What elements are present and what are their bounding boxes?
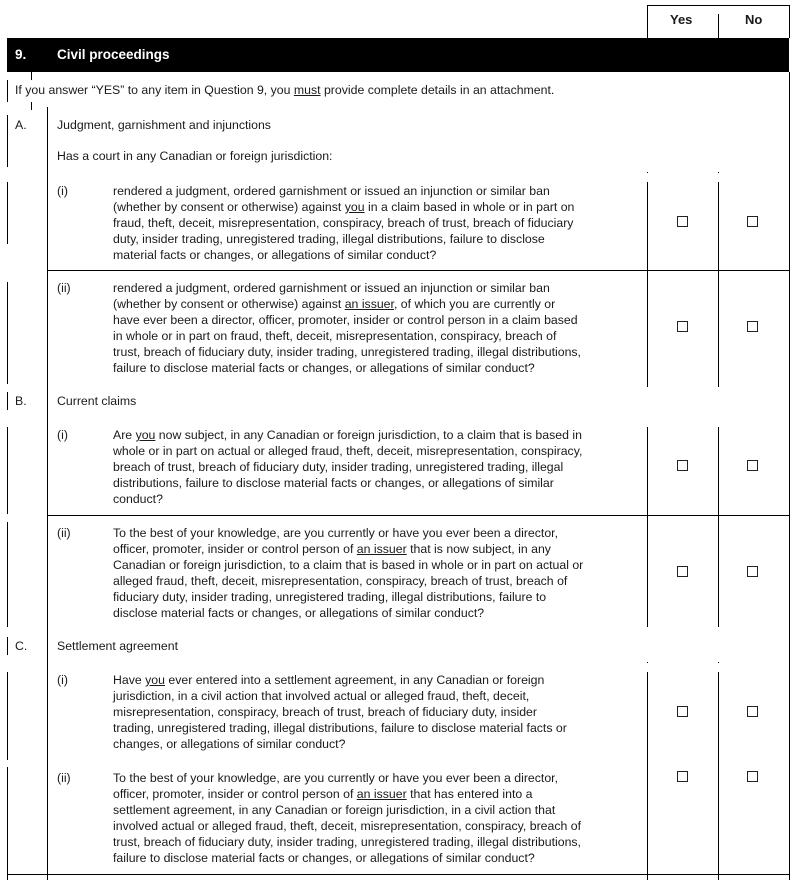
text-line: rendered a judgment, ordered garnishment or issued an injunction or similar ban (113, 281, 550, 295)
text-line: trust, breach of fiduciary duty, insider trading, unregistered trading, illegal distributions, (113, 345, 581, 359)
rule-tick (647, 662, 648, 663)
header-divider-right (789, 5, 790, 38)
yes-column-rule (647, 182, 648, 387)
item-c-ii-no-checkbox[interactable] (747, 771, 758, 782)
text-line: To the best of your knowledge, are you currently or have you ever been a director, (113, 771, 558, 785)
no-column-rule (718, 182, 719, 387)
text-line: failure to disclose material facts or changes, or allegations of similar conduct? (113, 851, 535, 865)
text-line: To the best of your knowledge, are you currently or have you ever been a director, (113, 526, 558, 540)
left-rule (7, 637, 8, 655)
item-separator (47, 515, 789, 516)
item-b-i-no-checkbox[interactable] (747, 460, 758, 471)
yes-column-rule (647, 672, 648, 880)
bottom-rule (7, 874, 789, 875)
text-line: Are you now subject, in any Canadian or foreign jurisdiction, to a claim that is based in (113, 428, 582, 442)
item-c-i-number: (i) (57, 673, 68, 687)
text-line: misrepresentation, conspiracy, breach of trust, breach of fiduciary duty, insider (113, 705, 537, 719)
item-a-i-no-checkbox[interactable] (747, 216, 758, 227)
no-column-rule (718, 672, 719, 880)
item-a-ii-no-checkbox[interactable] (747, 321, 758, 332)
item-c-i-text (113, 672, 567, 752)
part-a-lead: Has a court in any Canadian or foreign jurisdiction: (57, 149, 333, 163)
item-c-i-yes-checkbox[interactable] (677, 706, 688, 717)
text-line: changes, or allegations of similar conduct? (113, 737, 346, 751)
text-line: have ever been a director, officer, promoter, insider or control person in a claim based (113, 313, 578, 327)
header-top-rule (647, 5, 790, 6)
text-line: jurisdiction, in a civil action that involved actual or alleged fraud, theft, deceit, (113, 689, 530, 703)
yes-column-rule (647, 427, 648, 627)
text-line: duty, insider trading, unregistered trading, illegal distributions, failure to disclose (113, 232, 545, 246)
text-line: alleged fraud, theft, deceit, misrepresentation, conspiracy, breach of trust, breach of (113, 574, 568, 588)
letter-column-rule (47, 107, 48, 880)
left-rule (7, 427, 8, 514)
part-b-letter: B. (15, 394, 27, 408)
underlined-term: an issuer (356, 542, 407, 556)
underlined-term: you (145, 673, 165, 687)
underlined-term: an issuer (344, 297, 394, 311)
item-c-ii-number: (ii) (57, 771, 71, 785)
left-rule (7, 80, 8, 102)
text-line: trust, breach of fiduciary duty, insider trading, unregistered trading, illegal distributions, (113, 835, 581, 849)
text-line: fraud, theft, deceit, misrepresentation, conspiracy, breach of trust, breach of fiduciary (113, 216, 574, 230)
left-rule (7, 522, 8, 627)
instruction-emphasis: must (293, 83, 321, 97)
item-a-ii-text (113, 280, 581, 376)
text-line: failure to disclose material facts or changes, or allegations of similar conduct? (113, 361, 535, 375)
no-column-rule (718, 427, 719, 627)
text-line: breach of trust, breach of fiduciary duty, insider trading, unregistered trading, illegal (113, 460, 564, 474)
text-line: (whether by consent or otherwise) against an issuer, of which you are currently or (113, 297, 556, 311)
left-rule (7, 282, 8, 384)
header-divider-yes (647, 5, 648, 38)
instruction-post: provide complete details in an attachment. (320, 83, 555, 97)
inner-rule (31, 102, 32, 110)
instruction-pre: If you answer “YES” to any item in Question 9, you (15, 83, 294, 97)
rule-tick (647, 172, 648, 173)
rule-tick (718, 662, 719, 663)
text-line: material facts or changes, or allegations of similar conduct? (113, 248, 437, 262)
text-line: (whether by consent or otherwise) against you in a claim based in whole or in part on (113, 200, 575, 214)
text-line: involved actual or alleged fraud, theft, deceit, misrepresentation, conspiracy, breach of (113, 819, 581, 833)
text-line: officer, promoter, insider or control person of an issuer that is now subject, in any (113, 542, 551, 556)
item-a-ii-yes-checkbox[interactable] (677, 321, 688, 332)
text-line: trading, unregistered trading, illegal distributions, failure to disclose material facts or (113, 721, 567, 735)
text-line: whole or in part on actual or alleged fraud, theft, deceit, misrepresentation, conspiracy, (113, 444, 583, 458)
left-rule (7, 672, 8, 760)
no-column-label: No (745, 12, 763, 27)
item-a-ii-number: (ii) (57, 281, 71, 295)
item-b-i-text (113, 427, 582, 507)
left-rule (7, 392, 8, 410)
part-b-title: Current claims (57, 394, 137, 408)
underlined-term: an issuer (356, 787, 407, 801)
part-a-title: Judgment, garnishment and injunctions (57, 118, 271, 132)
item-c-ii-yes-checkbox[interactable] (677, 771, 688, 782)
rule-tick (718, 172, 719, 173)
text-line: distributions, failure to disclose material facts or changes, or allegations of similar (113, 476, 554, 490)
part-c-letter: C. (15, 639, 28, 653)
item-b-ii-no-checkbox[interactable] (747, 566, 758, 577)
instruction-text (15, 82, 554, 98)
item-separator (47, 270, 789, 271)
item-b-ii-text (113, 525, 583, 621)
section-title-bar (7, 38, 789, 72)
item-c-i-no-checkbox[interactable] (747, 706, 758, 717)
right-border (789, 72, 790, 880)
text-line: rendered a judgment, ordered garnishment or issued an injunction or similar ban (113, 184, 550, 198)
part-c-title: Settlement agreement (57, 639, 178, 653)
section-number: 9. (15, 47, 27, 62)
text-line: conduct? (113, 492, 163, 506)
left-rule (7, 115, 8, 167)
item-c-ii-text (113, 770, 581, 866)
text-line: Have you ever entered into a settlement agreement, in any Canadian or foreign (113, 673, 545, 687)
item-b-ii-number: (ii) (57, 526, 71, 540)
item-a-i-text (113, 183, 574, 263)
text-line: in whole or in part on fraud, theft, deceit, misrepresentation, conspiracy, breach of (113, 329, 557, 343)
part-a-letter: A. (15, 118, 27, 132)
underlined-term: you (344, 200, 365, 214)
header-divider-no (718, 14, 719, 38)
left-rule (7, 767, 8, 880)
yes-column-label: Yes (670, 12, 693, 27)
item-a-i-yes-checkbox[interactable] (677, 216, 688, 227)
underlined-term: you (135, 428, 156, 442)
section-title: Civil proceedings (57, 47, 170, 62)
item-b-ii-yes-checkbox[interactable] (677, 566, 688, 577)
item-b-i-number: (i) (57, 428, 68, 442)
text-line: officer, promoter, insider or control person of an issuer that has entered into a (113, 787, 533, 801)
text-line: disclose material facts or changes, or allegations of similar conduct? (113, 606, 485, 620)
inner-rule (31, 72, 32, 80)
text-line: fiduciary duty, insider trading, unregistered trading, illegal distributions, failure to (113, 590, 547, 604)
text-line: settlement agreement, in any Canadian or foreign jurisdiction, in a civil action that (113, 803, 556, 817)
item-a-i-number: (i) (57, 184, 68, 198)
text-line: Canadian or foreign jurisdiction, to a claim that is based in whole or in part on actual or (113, 558, 584, 572)
left-rule (7, 182, 8, 244)
item-b-i-yes-checkbox[interactable] (677, 460, 688, 471)
